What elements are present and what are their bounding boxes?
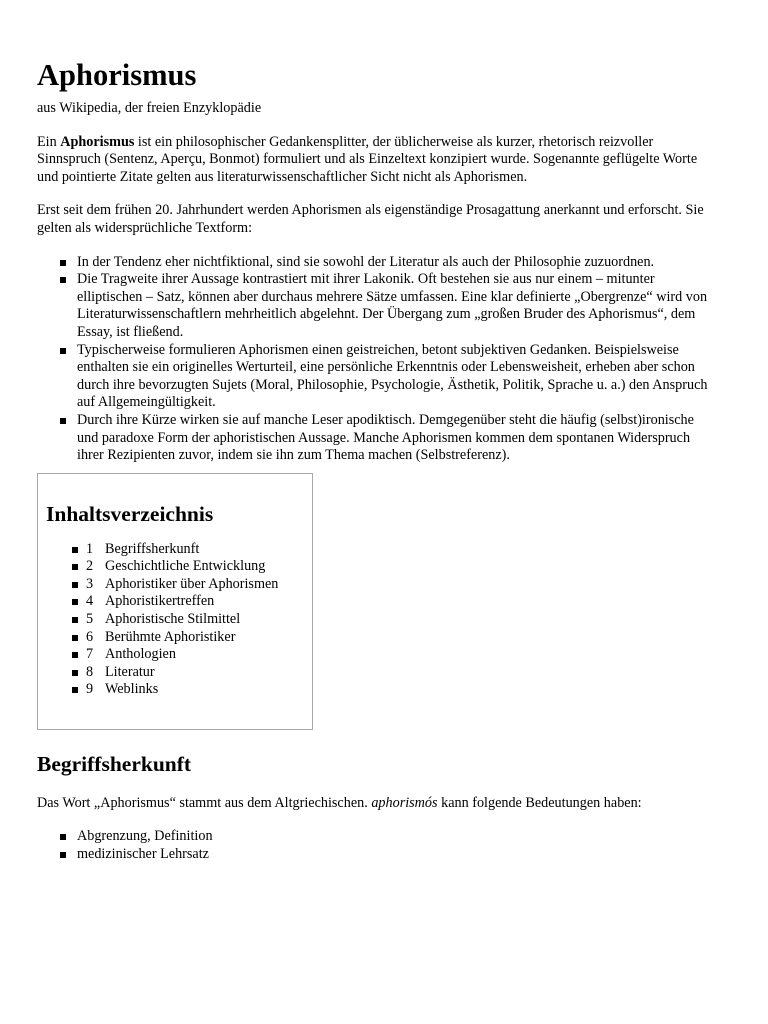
toc-number: 3	[86, 575, 94, 592]
toc-label[interactable]: Berühmte Aphoristiker	[105, 628, 236, 645]
toc-label[interactable]: Anthologien	[105, 646, 176, 663]
toc-item-aphoristische-stilmittel[interactable]	[86, 611, 312, 629]
intro-before: Ein	[37, 133, 61, 150]
toc-number: 5	[86, 611, 94, 628]
toc-label[interactable]: Aphoristische Stilmittel	[105, 611, 241, 628]
intro-term: Aphorismus	[60, 133, 135, 150]
list-item: Durch ihre Kürze wirken sie auf manche Leser apodiktisch. Demgegenüber steht die häufig (selbst)ironische und paradoxe Form der aphoristischen Aussage. Manche Aphorismen kommen dem spontanen Widerspruch ihrer Rezipienten zuvor, indem sie ihn zum Thema machen (Selbstreferenz).	[77, 412, 717, 465]
toc-label[interactable]: Begriffsherkunft	[105, 540, 200, 557]
section-text-before: Das Wort „Aphorismus“ stammt aus dem Altgriechischen.	[37, 794, 372, 811]
toc-number: 4	[86, 593, 94, 610]
toc-title: Inhaltsverzeichnis	[46, 501, 214, 526]
page-subtitle: aus Wikipedia, der freien Enzyklopädie	[37, 100, 262, 116]
toc-item-beruehmte-aphoristiker[interactable]	[86, 629, 312, 647]
list-item: Typischerweise formulieren Aphorismen einen geistreichen, betont subjektiven Gedanken. Beispielsweise enthalten sie ein originelles Werturteil, eine persönliche Erkenntnis oder Lebensweisheit, erheben aber schon durch ihre bevorzugten Sujets (Moral, Philosophie, Psychologie, Ästhetik, Politik, Sprache u. a.) den Anspruch auf Allgemeingültigkeit.	[77, 342, 717, 412]
section-text-after: kann folgende Bedeutungen haben:	[437, 794, 642, 811]
toc-label[interactable]: Geschichtliche Entwicklung	[105, 558, 266, 575]
table-of-contents	[37, 473, 313, 730]
toc-list	[46, 541, 312, 699]
second-paragraph: Erst seit dem frühen 20. Jahrhundert werden Aphorismen als eigenständige Prosagattung anerkannt und erforscht. Sie gelten als widersprüchliche Textform:	[37, 202, 704, 236]
list-item: medizinischer Lehrsatz	[77, 846, 768, 864]
toc-item-begriffsherkunft[interactable]	[86, 541, 312, 559]
toc-item-geschichtliche-entwicklung[interactable]	[86, 558, 312, 576]
toc-number: 8	[86, 663, 94, 680]
characteristics-list	[37, 254, 717, 465]
greek-term: aphorismós	[371, 794, 438, 811]
toc-label[interactable]: Aphoristiker über Aphorismen	[105, 575, 279, 592]
page-title: Aphorismus	[37, 58, 197, 92]
toc-number: 7	[86, 646, 94, 663]
toc-item-literatur[interactable]	[86, 664, 312, 682]
list-item: Die Tragweite ihrer Aussage kontrastiert mit ihrer Lakonik. Oft bestehen sie aus nur einem – mitunter elliptischen – Satz, können aber durchaus mehrere Sätze umfassen. Eine klar definierte „Obergrenze“ wird von Literaturwissenschaftlern mehrheitlich abgelehnt. Der Übergang zum „großen Bruder des Aphorismus“, dem Essay, ist fließend.	[77, 271, 717, 341]
toc-item-aphoristikertreffen[interactable]	[86, 593, 312, 611]
intro-paragraph	[37, 134, 717, 187]
toc-item-aphoristiker-ueber-aphorismen[interactable]	[86, 576, 312, 594]
toc-item-weblinks[interactable]	[86, 681, 312, 699]
toc-number: 1	[86, 540, 94, 557]
list-item: Abgrenzung, Definition	[77, 828, 768, 846]
toc-number: 9	[86, 681, 94, 698]
meanings-list	[37, 828, 768, 863]
toc-number: 6	[86, 628, 94, 645]
toc-label[interactable]: Aphoristikertreffen	[105, 593, 215, 610]
section-paragraph	[37, 795, 717, 813]
toc-item-anthologien[interactable]	[86, 646, 312, 664]
intro-after: ist ein philosophischer Gedankensplitter, der üblicherweise als kurzer, rhetorisch reizvoller Sinnspruch (Sentenz, Aperçu, Bonmot) formuliert und als Einzeltext konzipiert wurde. Sogenannte geflügelte Worte und pointierte Zitate gelten aus literaturwissenschaftlicher Sicht nicht als Aphorismen.	[37, 133, 698, 185]
section-heading-begriffsherkunft: Begriffsherkunft	[37, 751, 192, 776]
toc-label[interactable]: Weblinks	[105, 681, 159, 698]
toc-label[interactable]: Literatur	[105, 663, 155, 680]
list-item: In der Tendenz eher nichtfiktional, sind sie sowohl der Literatur als auch der Philosophie zuzuordnen.	[77, 254, 717, 272]
toc-number: 2	[86, 558, 94, 575]
